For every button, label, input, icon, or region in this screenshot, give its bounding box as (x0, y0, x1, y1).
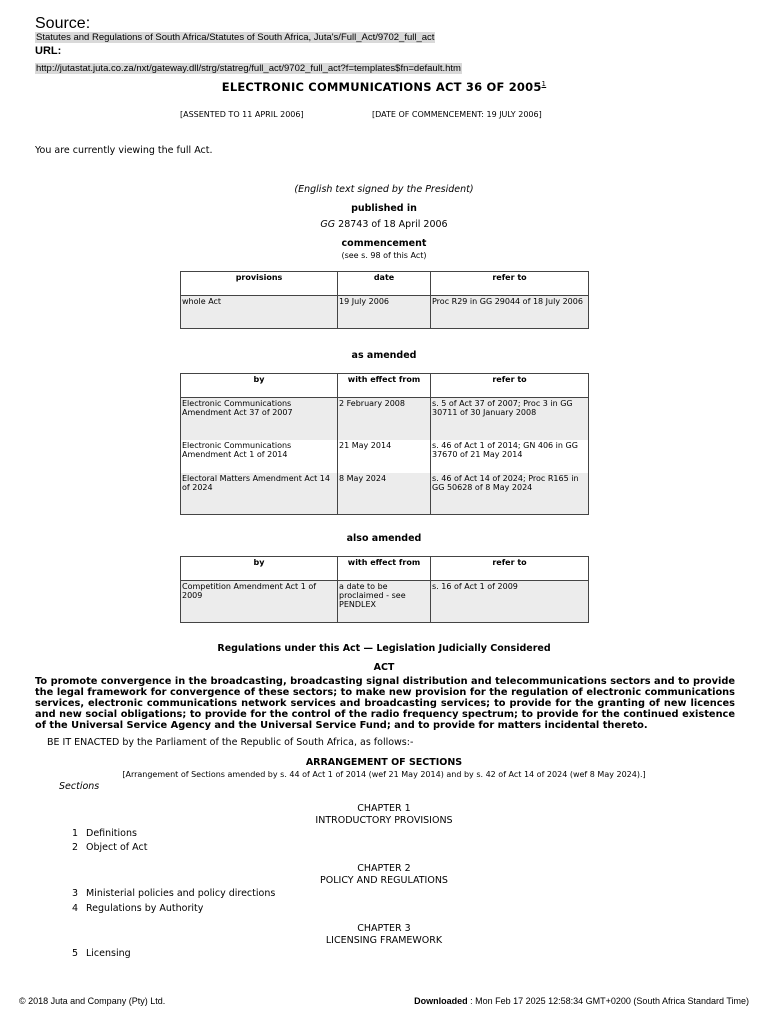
act-heading: ACT (373, 662, 395, 673)
chapter-1-subtitle: INTRODUCTORY PROVISIONS (315, 815, 453, 826)
section-number: 4 (71, 903, 78, 914)
table-row (181, 473, 589, 515)
table-cell: 8 May 2024 (338, 473, 431, 515)
table-cell: a date to be proclaimed - see PENDLEX (338, 581, 431, 623)
section-title: Ministerial policies and policy directions (86, 888, 276, 899)
section-number: 2 (71, 842, 78, 853)
table-cell: 2 February 2008 (338, 398, 431, 440)
column-header: date (338, 272, 431, 296)
source-label: Source: (35, 15, 91, 32)
column-header: with effect from (338, 374, 431, 398)
footer-downloaded (414, 996, 749, 1006)
amended-table (180, 373, 589, 515)
table-row (181, 440, 589, 473)
url-value (35, 58, 462, 76)
column-header: refer to (431, 374, 589, 398)
table-cell: Proc R29 in GG 29044 of 18 July 2006 (431, 296, 589, 329)
signed-note: (English text signed by the President) (294, 184, 474, 195)
long-title: To promote convergence in the broadcasting, broadcasting signal distribution and telecommunications sectors and to provide the legal framework for convergence of these sectors; to make new provision for the regulation of electronic communications services, electronic communications network services and broadcasting services; to provide for the granting of new licences and new social obligations; to provide for the control of the radio frequency spectrum; to provide for the continued existence of the Universal Service Agency and the Universal Service Fund; and to provide for matters incidental thereto. (35, 676, 735, 731)
gazette-prefix: GG (320, 219, 336, 230)
section-number: 1 (71, 828, 78, 839)
table-header-row (181, 374, 589, 398)
arrangement-note: [Arrangement of Sections amended by s. 44 of Act 1 of 2014 (wef 21 May 2014) and by s. 42 of Act 14 of 2024 (wef 8 May 2024).] (122, 770, 646, 779)
table-cell: Electronic Communications Amendment Act 1 of 2014 (182, 440, 292, 459)
chapter-3-subtitle: LICENSING FRAMEWORK (325, 935, 443, 946)
table-cell: Competition Amendment Act 1 of 2009 (181, 581, 338, 623)
arrangement-heading: ARRANGEMENT OF SECTIONS (305, 757, 463, 768)
table-cell: whole Act (181, 296, 338, 329)
chapter-3-title: CHAPTER 3 (357, 923, 411, 934)
section-title: Object of Act (86, 842, 148, 853)
related-links[interactable]: Regulations under this Act — Legislation Judicially Considered (217, 643, 551, 654)
column-header: with effect from (338, 557, 431, 581)
table-cell: 21 May 2014 (338, 440, 431, 473)
section-number: 5 (71, 948, 78, 959)
section-title: Licensing (86, 948, 131, 959)
table-cell: Electoral Matters Amendment Act 14 of 2024 (181, 473, 338, 515)
also-amended-heading: also amended (346, 533, 422, 544)
gazette-rest: 28743 of 18 April 2006 (335, 219, 448, 230)
source-url[interactable]: http://jutastat.juta.co.za/nxt/gateway.dll/strg/statreg/full_act/9702_full_act?f=templates$fn=default.htm (36, 63, 461, 74)
downloaded-label: Downloaded (414, 996, 468, 1006)
as-amended-heading: as amended (351, 350, 417, 361)
assented-date: [ASSENTED TO 11 APRIL 2006] (180, 110, 304, 119)
table-cell: s. 16 of Act 1 of 2009 (431, 581, 589, 623)
url-label: URL: (35, 45, 62, 57)
column-header: provisions (181, 272, 338, 296)
commencement-heading: commencement (341, 238, 427, 249)
chapter-2-title: CHAPTER 2 (357, 863, 411, 874)
table-header-row (181, 272, 589, 296)
source-path: Statutes and Regulations of South Africa/Statutes of South Africa, Juta's/Full_Act/9702_full_act (36, 32, 435, 43)
also-amended-table (180, 556, 589, 623)
section-number: 3 (71, 888, 78, 899)
table-cell: s. 5 of Act 37 of 2007; Proc 3 in GG 30711 of 30 January 2008 (431, 398, 589, 440)
title-footnote-link[interactable]: 1 (541, 80, 547, 89)
table-row (181, 581, 589, 623)
act-title-text: ELECTRONIC COMMUNICATIONS ACT 36 OF 2005 (221, 80, 542, 94)
footer-copyright: © 2018 Juta and Company (Pty) Ltd. (19, 996, 166, 1006)
column-header: by (181, 374, 338, 398)
chapter-2-subtitle: POLICY AND REGULATIONS (320, 875, 448, 886)
column-header: refer to (431, 557, 589, 581)
section-title: Definitions (86, 828, 137, 839)
source-value (35, 27, 435, 45)
commencement-date: [DATE OF COMMENCEMENT: 19 JULY 2006] (372, 110, 542, 119)
section-title: Regulations by Authority (86, 903, 204, 914)
table-cell: s. 46 of Act 1 of 2014; GN 406 in GG 37670 of 21 May 2014 (431, 440, 589, 473)
table-header-row (181, 557, 589, 581)
enacting-clause: BE IT ENACTED by the Parliament of the Republic of South Africa, as follows:- (47, 737, 414, 748)
act-title (0, 80, 768, 94)
table-row (181, 296, 589, 329)
commencement-see: (see s. 98 of this Act) (341, 251, 427, 260)
downloaded-value: : Mon Feb 17 2025 12:58:34 GMT+0200 (South Africa Standard Time) (467, 996, 749, 1006)
chapter-1-title: CHAPTER 1 (357, 803, 411, 814)
published-in-heading: published in (351, 203, 417, 214)
column-header: by (181, 557, 338, 581)
table-cell: Electronic Communications Amendment Act 37 of 2007 (181, 398, 338, 440)
table-row (181, 398, 589, 440)
column-header: refer to (431, 272, 589, 296)
viewing-note: You are currently viewing the full Act. (35, 145, 213, 156)
table-cell: s. 46 of Act 14 of 2024; Proc R165 in GG 50628 of 8 May 2024 (431, 473, 589, 515)
sections-label: Sections (59, 781, 100, 792)
commencement-table (180, 271, 589, 329)
gazette-reference (0, 219, 768, 230)
table-cell: 19 July 2006 (338, 296, 431, 329)
